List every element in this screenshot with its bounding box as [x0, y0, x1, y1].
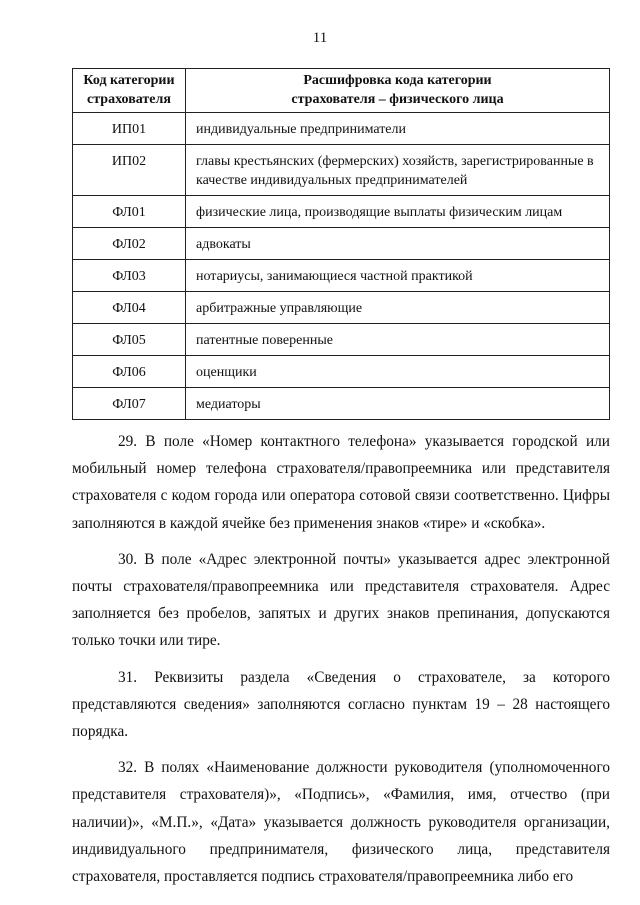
table-header-row [73, 69, 610, 113]
paragraph-30: 30. В поле «Адрес электронной почты» указывается адрес электронной почты страхователя/правопреемника или представителя страхователя. Адрес заполняется без пробелов, запятых и других знаков препинания, допускаются только точки или тире. [72, 550, 610, 650]
table-row [73, 324, 610, 356]
row-description: оценщики [186, 356, 610, 388]
row-code: ФЛ06 [73, 356, 186, 388]
row-code: ИП01 [73, 113, 186, 145]
table-row [73, 196, 610, 228]
page-number: 11 [312, 30, 328, 46]
header-description-line2: страхователя – физического лица [291, 92, 504, 107]
row-description: физические лица, производящие выплаты физическим лицам [186, 196, 610, 228]
row-description: нотариусы, занимающиеся частной практикой [186, 260, 610, 292]
header-code [73, 69, 186, 113]
row-description: главы крестьянских (фермерских) хозяйств, зарегистрированные в качестве индивидуальных предпринимателей [186, 145, 610, 196]
table-row [73, 113, 610, 145]
table-row [73, 292, 610, 324]
row-code: ФЛ07 [73, 388, 186, 420]
header-code-line1: Код категории [83, 73, 175, 88]
table-row [73, 388, 610, 420]
table-row [73, 356, 610, 388]
table-row [73, 145, 610, 196]
header-description [186, 69, 610, 113]
row-code: ФЛ02 [73, 228, 186, 260]
row-code: ФЛ04 [73, 292, 186, 324]
row-description: патентные поверенные [186, 324, 610, 356]
table-row [73, 260, 610, 292]
header-code-line2: страхователя [87, 92, 171, 107]
paragraph-29: 29. В поле «Номер контактного телефона» указывается городской или мобильный номер телефона страхователя/правопреемника или представителя страхователя с кодом города или оператора сотовой связи соответственно. Цифры заполняются в каждой ячейке без применения знаков «тире» и «скобка». [72, 433, 610, 532]
row-code: ФЛ03 [73, 260, 186, 292]
row-description: адвокаты [186, 228, 610, 260]
category-codes-table [72, 68, 610, 420]
table-row [73, 228, 610, 260]
row-description: медиаторы [186, 388, 610, 420]
body-text [72, 428, 610, 899]
row-description: индивидуальные предприниматели [186, 113, 610, 145]
paragraph-32: 32. В полях «Наименование должности руководителя (уполномоченного представителя страхователя)», «Подпись», «Фамилия, имя, отчество (при наличии)», «М.П.», «Дата» указывается должность руководителя организации, индивидуального предпринимателя, физического лица, представителя страхователя, проставляется подпись страхователя/правопреемника либо его [72, 759, 610, 886]
row-code: ИП02 [73, 145, 186, 196]
paragraph-31: 31. Реквизиты раздела «Сведения о страхователе, за которого представляются сведения» заполняются согласно пунктам 19 – 28 настоящего порядка. [72, 668, 610, 741]
row-code: ФЛ05 [73, 324, 186, 356]
header-description-line1: Расшифровка кода категории [303, 73, 492, 88]
row-code: ФЛ01 [73, 196, 186, 228]
row-description: арбитражные управляющие [186, 292, 610, 324]
